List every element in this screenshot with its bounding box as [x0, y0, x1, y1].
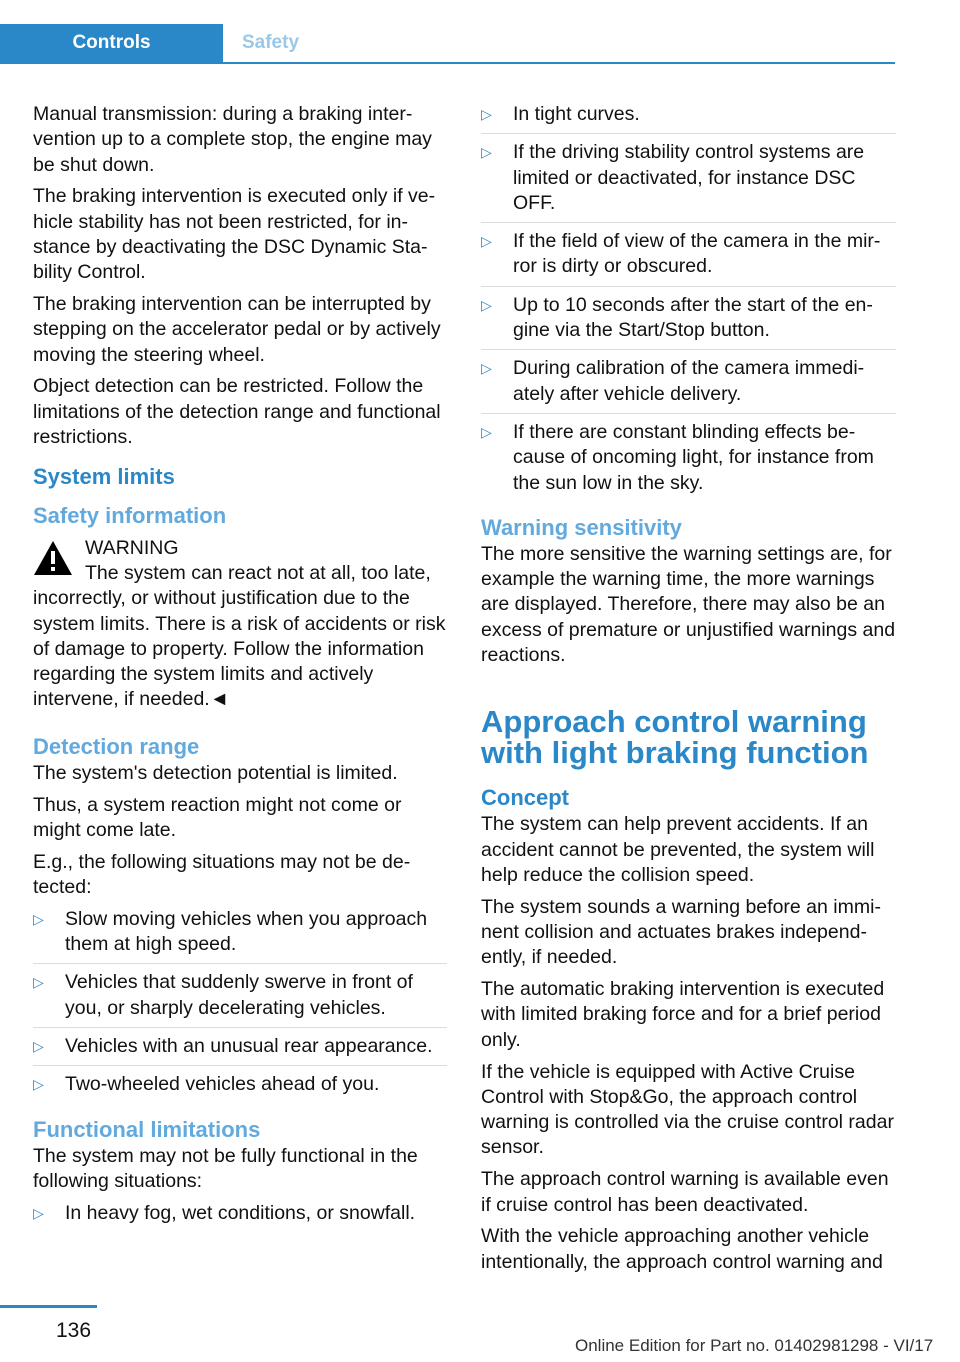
bullet-triangle-icon: ▷ — [481, 423, 492, 440]
list-item — [481, 102, 896, 134]
list-item — [481, 293, 896, 351]
list-item — [33, 907, 447, 965]
paragraph: The braking intervention is executed only if vehicle stability has not been restricted, for instance by deactivating the DSC Dynamic Stability Control. — [33, 185, 436, 284]
list-item — [33, 1201, 447, 1232]
paragraph: Manual transmission: during a braking intervention up to a complete stop, the engine may be shut down. — [33, 103, 432, 176]
heading-functional-limitations: Functional limitations — [33, 1116, 261, 1142]
warning-triangle-icon — [33, 540, 73, 576]
bullet-triangle-icon: ▷ — [481, 106, 492, 122]
functional-list-continued — [481, 102, 896, 502]
bullet-triangle-icon: ▷ — [33, 1204, 44, 1221]
list-item-text: During calibration of the camera immediately after vehicle delivery. — [513, 357, 865, 405]
bullet-triangle-icon: ▷ — [33, 910, 44, 927]
paragraph: The system may not be fully functional in the following situations: — [33, 1144, 418, 1192]
list-item-text: Vehicles with an unusual rear appearance. — [65, 1034, 433, 1057]
heading-system-limits: System limits — [33, 464, 175, 490]
functional-list — [33, 1201, 447, 1232]
list-item-text: In tight curves. — [513, 103, 640, 125]
edition-note: Online Edition for Part no. 01402981298 - VI/17 — [575, 1336, 934, 1355]
paragraph: The system's detection potential is limited. — [33, 761, 398, 784]
paragraph: If the vehicle is equipped with Active Cruise Control with Stop&Go, the approach control warning is controlled via the cruise control radar sensor. — [481, 1060, 894, 1159]
right-column — [481, 102, 896, 1281]
list-item-text: Two-wheeled vehicles ahead of you. — [65, 1073, 380, 1096]
heading-safety-information: Safety information — [33, 502, 227, 528]
list-item-text: If the field of view of the camera in the mirror is dirty or obscured. — [513, 230, 881, 278]
paragraph: The automatic braking intervention is executed with limited braking force and for a brief period only. — [481, 978, 885, 1051]
heading-warning-sensitivity: Warning sensitivity — [481, 514, 682, 540]
warning-label: WARNING — [85, 536, 179, 559]
list-item-text: Vehicles that suddenly swerve in front of you, or sharply decelerating vehicles. — [65, 971, 413, 1019]
list-item-text: In heavy fog, wet conditions, or snowfall. — [65, 1201, 416, 1224]
bullet-triangle-icon: ▷ — [481, 360, 492, 377]
paragraph: The system can help prevent accidents. If an accident cannot be prevented, the system will help reduce the collision speed. — [481, 813, 875, 886]
detection-list — [33, 907, 447, 1104]
paragraph: Object detection can be restricted. Follow the limitations of the detection range and functional restrictions. — [33, 375, 441, 449]
bullet-triangle-icon: ▷ — [33, 1076, 44, 1093]
list-item — [33, 970, 447, 1028]
heading-detection-range: Detection range — [33, 733, 200, 759]
list-item — [481, 140, 896, 223]
list-item-text: Slow moving vehicles when you approach them at high speed. — [65, 907, 428, 956]
paragraph: The more sensitive the warning settings are, for example the warning time, the more warnings are displayed. Therefore, there may also be an excess of premature or unjustified warnings and reactions. — [481, 542, 896, 667]
bullet-triangle-icon: ▷ — [33, 1037, 44, 1054]
list-item-text: If there are constant blinding effects because of oncoming light, for instance from the sun low in the sky. — [513, 420, 874, 494]
list-item — [33, 1072, 447, 1103]
tab-controls[interactable]: Controls — [0, 24, 223, 62]
list-item — [481, 356, 896, 414]
paragraph: With the vehicle approaching another vehicle intentionally, the approach control warning and — [481, 1225, 883, 1273]
heading-approach-control-warning: Approach control warning with light braking function — [481, 704, 869, 771]
tab-safety[interactable]: Safety — [241, 32, 300, 53]
list-item — [33, 1034, 447, 1066]
paragraph: E.g., the following situations may not be detected: — [33, 850, 411, 898]
left-column — [33, 102, 447, 1238]
paragraph: The braking intervention can be interrupted by stepping on the accelerator pedal or by actively moving the steering wheel. — [33, 293, 441, 366]
list-item-text: If the driving stability control systems are limited or deactivated, for instance DSC OFF. — [513, 141, 865, 214]
paragraph: Thus, a system reaction might not come or might come late. — [33, 793, 402, 841]
list-item-text: Up to 10 seconds after the start of the engine via the Start/Stop button. — [513, 293, 873, 342]
warning-block — [33, 536, 447, 713]
heading-concept: Concept — [481, 785, 569, 811]
list-item — [481, 420, 896, 502]
warning-text: The system can react not at all, too late, incorrectly, or without justification due to the system limits. There is a risk of accidents or risk of damage to property. Follow the information regarding the system limits and actively intervene, if needed.◄ — [33, 561, 446, 711]
paragraph: The system sounds a warning before an imminent collision and actuates brakes independently, if needed. — [481, 895, 881, 969]
bullet-triangle-icon: ▷ — [481, 144, 492, 161]
list-item — [481, 229, 896, 287]
paragraph: The approach control warning is available even if cruise control has been deactivated. — [481, 1168, 889, 1216]
bullet-triangle-icon: ▷ — [481, 296, 492, 313]
footer-rule — [0, 1305, 97, 1308]
bullet-triangle-icon: ▷ — [481, 233, 492, 250]
bullet-triangle-icon: ▷ — [33, 974, 44, 991]
header-tabs — [0, 24, 895, 64]
page-number: 136 — [56, 1319, 92, 1342]
